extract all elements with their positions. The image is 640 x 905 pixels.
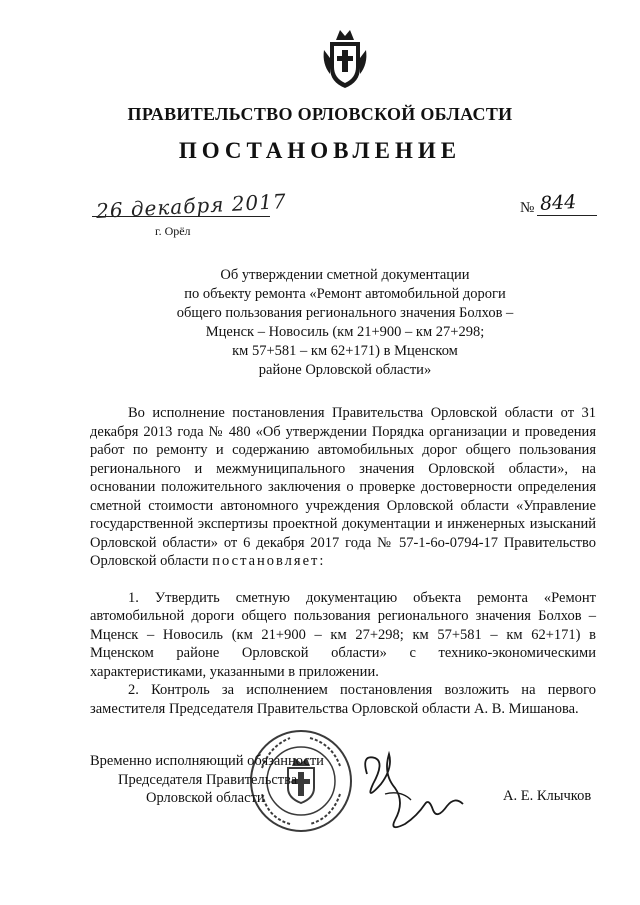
handwritten-date: 26 декабря 2017 [95, 189, 288, 223]
item-1-paragraph: 1. Утвердить сметную документацию объекта ремонта «Ремонт автомобильной дороги общего пользования регионального значения Болхов – Мценск – Новосиль (км 21+900 – км 27+298; км 57+581 – км 62+171) в Мценском районе Орловской области» с технико-экономическими характеристиками, указанными в приложении. [90, 589, 596, 680]
government-title: ПРАВИТЕЛЬСТВО ОРЛОВСКОЙ ОБЛАСТИ [127, 104, 513, 124]
subject-line: км 57+581 – км 62+171) в Мценском [232, 343, 458, 359]
number-underline [537, 215, 597, 216]
intro-paragraph [90, 404, 596, 571]
signatory-line: Орловской области [146, 790, 265, 806]
subject-line: Об утверждении сметной документации [220, 267, 470, 283]
number-label: № [520, 200, 535, 216]
subject-line: по объекту ремонта «Ремонт автомобильной дороги [184, 286, 506, 302]
subject-line: Мценск – Новосиль (км 21+900 – км 27+298; [205, 324, 485, 340]
date-underline [92, 216, 270, 217]
handwritten-signature [355, 744, 475, 844]
resolves-word: постановляет: [212, 553, 326, 569]
intro-text: Во исполнение постановления Правительства Орловской области от 31 декабря 2013 года № 480 «Об утверждении Порядка организации и проведения работ по ремонту и содержанию автомобильных дорог общего пользования регионального и межмуниципального значения Орловской области», на основании положительного заключения о проверке достоверности определения сметной стоимости автономного учреждения Орловской области «Управление государственной экспертизы проектной документации и инженерных изысканий Орловской области» от 6 декабря 2017 года № 57-1-6о-0794-17 Правительство Орловской области [90, 405, 596, 569]
document-type-title: ПОСТАНОВЛЕНИЕ [178, 138, 462, 163]
handwritten-number: 844 [539, 191, 577, 215]
signatory-title [90, 752, 324, 808]
document-body [90, 404, 596, 718]
subject-line: общего пользования регионального значения Болхов – [176, 305, 514, 321]
coat-of-arms-icon [322, 28, 368, 90]
city-label: г. Орёл [155, 224, 191, 238]
item-2-paragraph: 2. Контроль за исполнением постановления возложить на первого заместителя Председателя Правительства Орловской области А. В. Мишанова. [90, 682, 596, 717]
signatory-line: Временно исполняющий обязанности [90, 753, 324, 769]
subject-line: районе Орловской области» [258, 362, 432, 378]
signatory-name: А. Е. Клычков [503, 788, 592, 804]
signatory-line: Председателя Правительства [118, 771, 298, 788]
subject-block [110, 266, 580, 380]
